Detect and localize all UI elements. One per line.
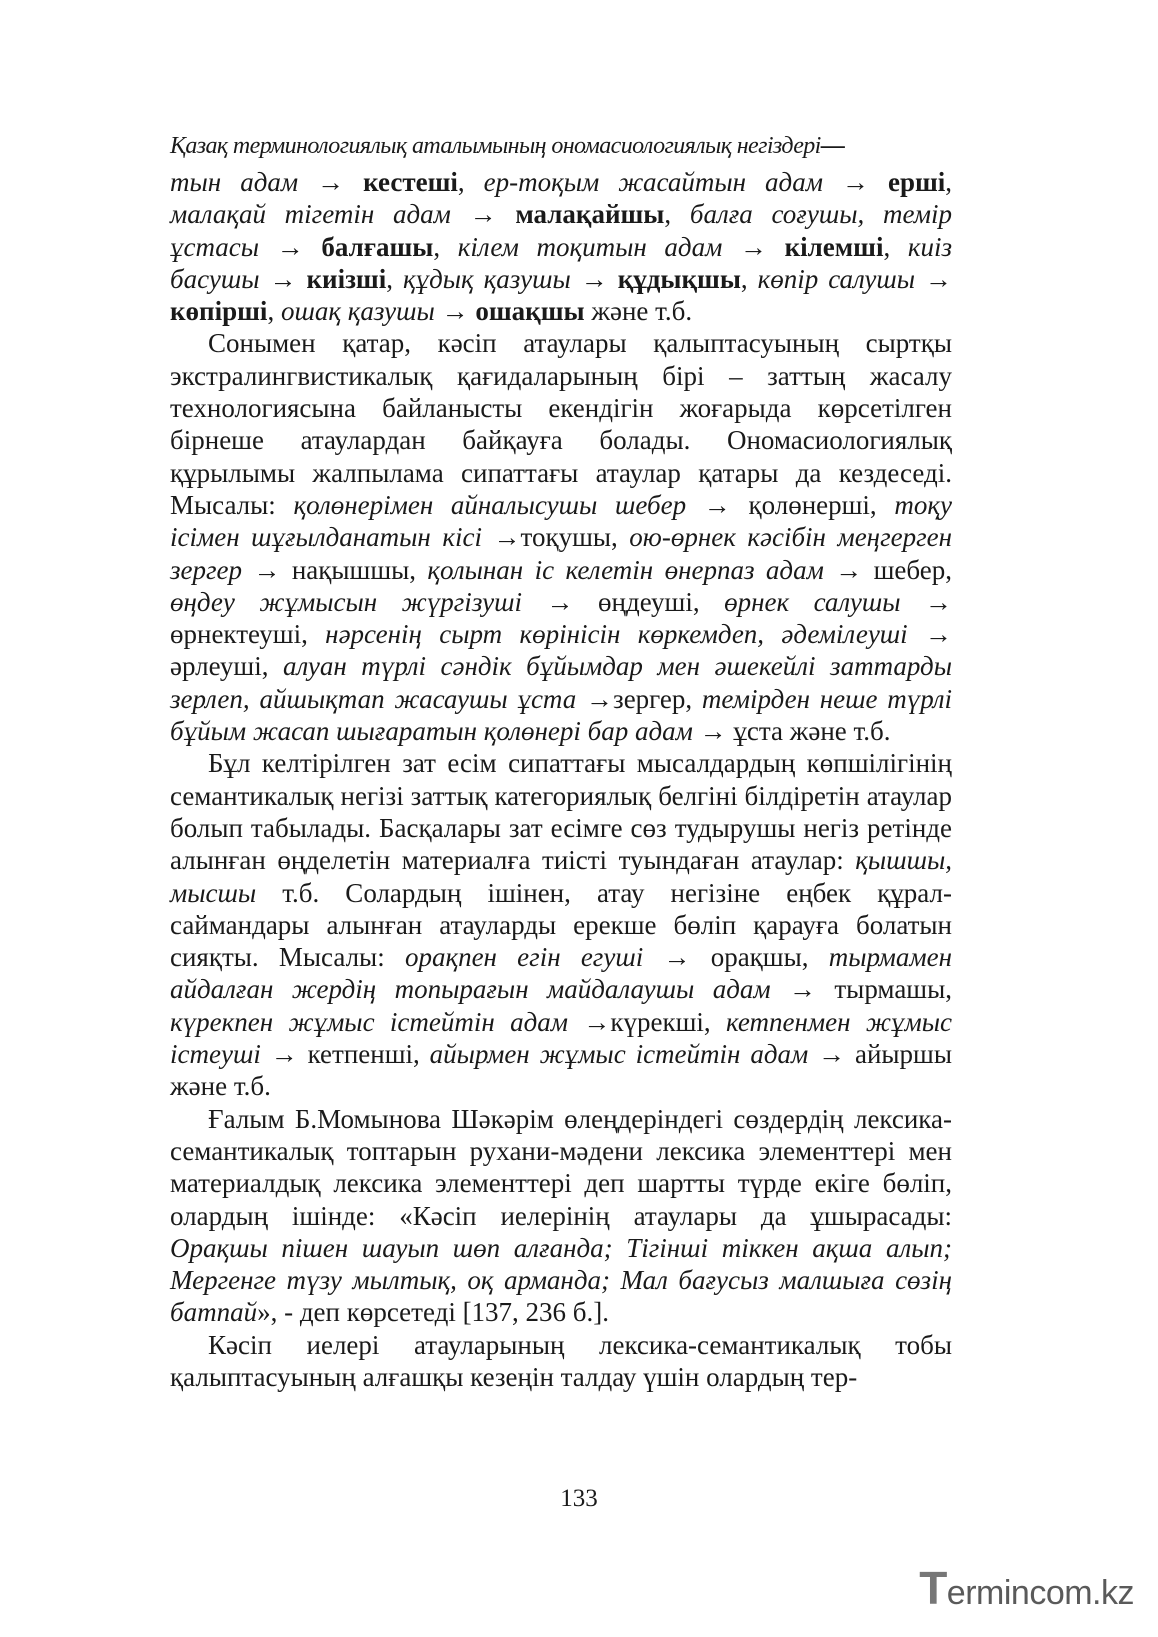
italic-phrase: қолынан іс келетін өнерпаз адам	[427, 554, 836, 585]
italic-phrase: құдық қазушы	[402, 263, 581, 294]
arrow-icon: →	[703, 489, 731, 520]
text-run: т.б. Солардың ішінен, атау негізіне еңбек құрал-саймандары алынған атауларды ерекше бөліп қарауға болатын сияқты. Мысалы:	[170, 877, 952, 973]
italic-phrase: өңдеу жұмысын жүргізуші	[170, 586, 547, 617]
paragraph-2	[170, 327, 952, 747]
text-run: ұста және т.б.	[726, 716, 891, 747]
arrow-icon: →	[580, 263, 608, 294]
italic-phrase: тоқу ісімен шұғылданатын кісі	[170, 489, 952, 553]
paragraph-4	[170, 1103, 952, 1329]
text-run: ,	[457, 167, 484, 197]
text-run: », - деп көрсетеді [137, 236 б.].	[257, 1297, 610, 1328]
text-run: ,	[740, 263, 758, 294]
italic-phrase: орақпен егін егуші	[404, 942, 664, 973]
italic-phrase: кетпенмен жұмыс істеуші	[170, 1006, 952, 1070]
text-run: қолөнерші,	[730, 489, 895, 520]
arrow-icon: →	[269, 263, 297, 294]
arrow-icon: →	[841, 167, 869, 197]
arrow-icon: →	[493, 522, 521, 553]
text-run: кетпенші,	[297, 1039, 430, 1070]
text-run: тырмашы,	[815, 974, 952, 1005]
text-run: зергер,	[613, 683, 702, 714]
page-body	[170, 130, 952, 1393]
text-run: ,	[433, 231, 458, 262]
bold-term: киізші	[306, 263, 387, 294]
italic-phrase: нәрсенің сырт көрінісін көркемдеп, әдемілеуші	[325, 619, 925, 650]
paragraph-1	[170, 166, 952, 327]
arrow-icon: →	[925, 619, 952, 650]
italic-phrase: күрекпен жұмыс істейтін адам	[170, 1006, 584, 1037]
text-run: айыршы және т.б.	[170, 1039, 952, 1102]
italic-phrase: ер-тоқым жасайтын адам	[483, 167, 842, 197]
bold-term: кестеші	[363, 167, 458, 197]
italic-phrase: балға соғушы, темір ұстасы	[170, 199, 953, 262]
italic-phrase: алуан түрлі сәндік бұйымдар мен әшекейлі заттарды зерлеп, айшықтап жасаушы ұста	[170, 651, 952, 714]
bold-term: құдықшы	[617, 263, 741, 294]
italic-phrase: киіз басушы	[170, 231, 952, 294]
italic-phrase: кілем тоқитын адам	[457, 231, 740, 262]
arrow-icon: →	[583, 1006, 611, 1037]
bold-term: балғашы	[321, 231, 434, 262]
text-run	[297, 264, 307, 294]
arrow-icon: →	[739, 231, 767, 262]
italic-phrase: өрнек салушы	[724, 586, 925, 617]
italic-phrase: қолөнерімен айналысушы шебер	[293, 489, 704, 520]
arrow-icon: →	[925, 586, 952, 617]
text-run: Кәсіп иелері атауларының лексика-семантикалық тобы қалыптасуының алғашқы кезеңін талдау үшін олардың тер-	[170, 1329, 952, 1392]
arrow-icon: →	[788, 974, 816, 1005]
arrow-icon: →	[253, 554, 281, 585]
text-run: өрнектеуші,	[170, 619, 326, 650]
text-run: әрлеуші,	[170, 651, 283, 682]
text-run	[344, 167, 363, 197]
italic-phrase: тын адам	[170, 167, 318, 197]
arrow-icon: →	[835, 554, 863, 585]
bold-term: кілемші	[784, 231, 884, 262]
text-run: орақшы,	[690, 942, 829, 973]
watermark-rest: ermincom.kz	[946, 1574, 1134, 1612]
arrow-icon: →	[441, 296, 469, 327]
arrow-icon: →	[546, 586, 574, 617]
arrow-icon: →	[586, 683, 614, 714]
italic-phrase: малақай тігетін адам	[170, 199, 470, 230]
arrow-icon: →	[276, 231, 304, 262]
text-run: Бұл келтірілген зат есім сипаттағы мысалдардың көпшілігінің семантикалық негізі заттық категориялық белгіні білдіретін атаулар болып табылады. Басқалары зат есімге сөз тудырушы негіз ретінде алынған өңделетін материалға тиісті туындаған атаулар:	[170, 748, 952, 876]
text-run: ,	[664, 199, 690, 230]
paragraph-3	[170, 747, 952, 1102]
running-header-dash: —	[820, 133, 845, 159]
text-run: және т.б.	[584, 296, 693, 327]
watermark-logo	[919, 1561, 1134, 1615]
arrow-icon: →	[925, 263, 953, 294]
text-run	[869, 167, 888, 197]
italic-phrase: ошақ қазушы	[280, 296, 442, 327]
italic-phrase: айырмен жұмыс істейтін адам	[429, 1039, 819, 1070]
italic-phrase: Орақшы пішен шауып шөп алғанда; Тігінші тіккен ақша алып; Мергенге түзу мылтық, оқ арманда; Мал бағусыз малшыға сөзің батпай	[170, 1232, 952, 1328]
arrow-icon: →	[699, 716, 727, 747]
text-run: ,	[386, 263, 403, 294]
arrow-icon: →	[663, 942, 691, 973]
italic-phrase: қышшы, мысшы	[170, 845, 952, 908]
bold-term: көпірші	[170, 296, 268, 327]
page-number: 133	[560, 1485, 598, 1512]
arrow-icon: →	[317, 167, 345, 197]
arrow-icon: →	[469, 199, 497, 230]
arrow-icon: →	[270, 1039, 298, 1070]
italic-phrase: тырмамен айдалған жердің топырағын майдалаушы адам	[170, 942, 952, 1005]
text-run	[497, 199, 516, 229]
watermark-initial: T	[919, 1562, 947, 1614]
text-run: тоқушы,	[520, 522, 630, 553]
text-run	[304, 232, 322, 262]
text-run: ,	[945, 167, 953, 197]
text-run: ,	[267, 296, 281, 327]
arrow-icon: →	[818, 1039, 846, 1070]
running-header-text: Қазақ терминологиялық аталымының ономасиологиялық негіздері	[170, 133, 821, 159]
text-run: өңдеуші,	[573, 586, 725, 617]
text-run: Сонымен қатар, кәсіп атаулары қалыптасуының сыртқы экстралингвистикалық қағидаларының бірі – заттың жасалу технологиясына байланысты екендігін жоғарыда көрсетілген бірнеше атаулардан байқауға болады. Ономасиологиялық құрылымы жалпылама сипаттағы атаулар қатары да кездеседі. Мысалы:	[170, 328, 952, 520]
paragraph-5	[170, 1329, 952, 1394]
text-run	[608, 264, 618, 294]
bold-term: ерші	[887, 167, 946, 197]
italic-phrase: темірден неше түрлі бұйым жасап шығаратын қолөнері бар адам	[170, 683, 952, 747]
running-header	[170, 130, 952, 162]
text-run: ,	[883, 231, 908, 262]
text-run: шебер,	[862, 554, 952, 585]
text-run: күрекші,	[610, 1006, 726, 1037]
text-run: Ғалым Б.Момынова Шәкәрім өлеңдеріндегі сөздердің лексика-семантикалық топтарын рухани-мәдени лексика элементтері мен материалдық лексика элементтері деп шартты түрде екіге бөліп, олардың ішінде: «Кәсіп иелерінің атаулары да ұшырасады:	[170, 1103, 952, 1231]
bold-term: малақайшы	[515, 199, 665, 230]
italic-phrase: ою-өрнек кәсібін меңгерген зергер	[170, 522, 953, 585]
text-run: нақышшы,	[280, 554, 428, 585]
italic-phrase: көпір салушы	[757, 263, 926, 294]
text-run	[767, 232, 785, 262]
bold-term: ошақшы	[475, 296, 585, 327]
